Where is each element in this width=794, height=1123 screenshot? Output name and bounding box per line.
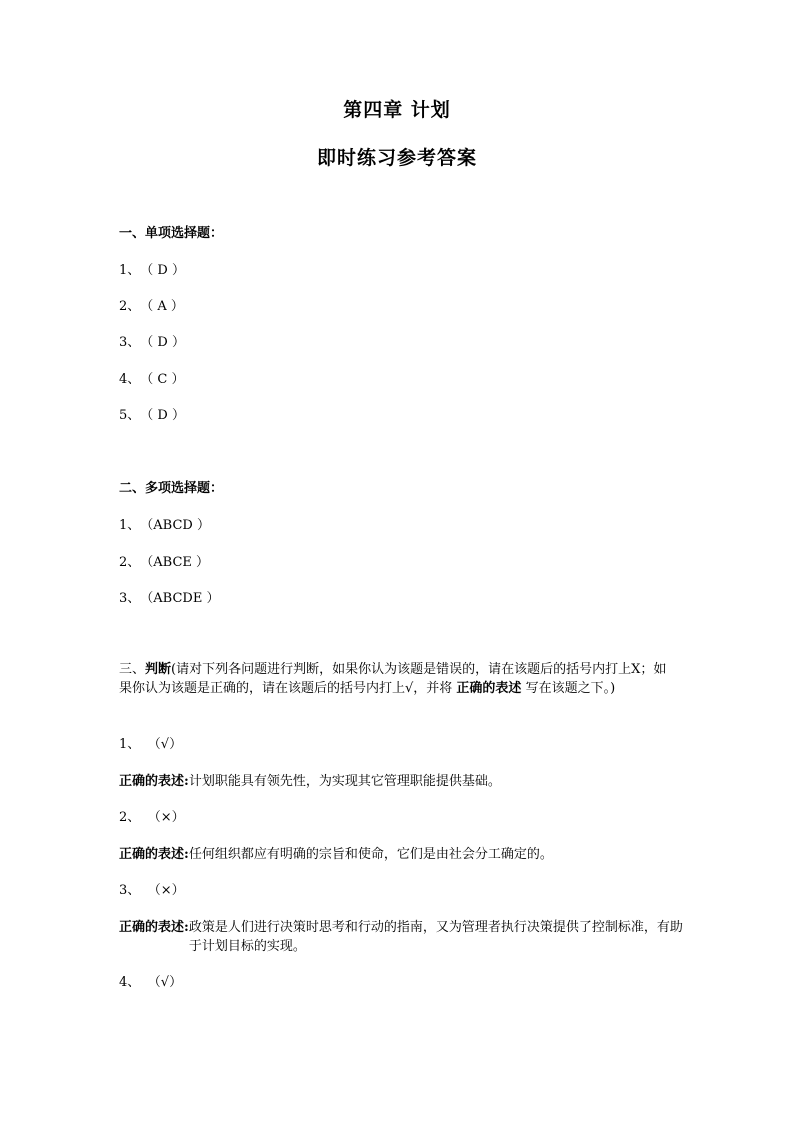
item-number: 4、 (119, 372, 141, 387)
correct-statement (119, 845, 684, 864)
correct-text: 政策是人们进行决策时思考和行动的指南，又为管理者执行决策提供了控制标准，有助于计划目标的实现。 (188, 920, 683, 954)
instruction-text: (请对下列各问题进行判断，如果你认为该题是错误的，请在该题后的括号内打上X；如果你认为该题是正确的，请在该题后的括号内打上√，并将 (119, 662, 667, 696)
item-number: 1、 (119, 263, 141, 278)
item-number: 3、 (119, 591, 141, 606)
item-number: 3、 (119, 883, 141, 898)
item-answer: （ D ） (140, 335, 185, 350)
chapter-title: 第四章 计划 (343, 99, 451, 121)
true-false-item (119, 809, 185, 827)
correct-text: 计划职能具有领先性，为实现其它管理职能提供基础。 (188, 774, 501, 789)
correct-text: 任何组织都应有明确的宗旨和使命，它们是由社会分工确定的。 (188, 847, 553, 862)
instruction-text-end: 写在该题之下。) (521, 681, 616, 696)
section-heading-multiple-choice: 二、多项选择题： (119, 481, 224, 496)
single-choice-item (119, 407, 185, 425)
section-title-bold: 判断 (145, 662, 172, 677)
correct-label: 正确的表述: (119, 920, 189, 935)
item-number: 5、 (119, 408, 141, 423)
item-answer: （ D ） (140, 408, 185, 423)
item-number: 1、 (119, 737, 141, 752)
single-choice-item (119, 262, 185, 280)
item-number: 2、 (119, 810, 141, 825)
single-choice-item (119, 371, 185, 389)
item-answer: （ABCDE ） (140, 591, 220, 606)
item-mark: （×） (154, 810, 185, 825)
true-false-item (119, 974, 182, 992)
true-false-item (119, 736, 182, 754)
subtitle: 即时练习参考答案 (316, 147, 477, 169)
item-number: 1、 (119, 518, 141, 533)
multiple-choice-item (119, 590, 219, 608)
instruction-bold: 正确的表述 (456, 681, 522, 696)
item-answer: （ D ） (140, 263, 185, 278)
item-mark: （×） (154, 883, 185, 898)
single-choice-item (119, 298, 184, 316)
item-mark: （√） (154, 975, 183, 990)
section-heading-true-false (119, 660, 679, 698)
correct-statement (119, 918, 684, 956)
correct-label: 正确的表述: (119, 774, 189, 789)
section-prefix: 三、 (119, 662, 146, 677)
single-choice-item (119, 334, 185, 352)
item-number: 2、 (119, 555, 141, 570)
item-answer: （ABCD ） (140, 518, 210, 533)
multiple-choice-item (119, 517, 210, 535)
item-answer: （ABCE ） (140, 555, 210, 570)
correct-statement (119, 772, 684, 791)
multiple-choice-item (119, 554, 209, 572)
item-answer: （ A ） (140, 299, 184, 314)
item-answer: （ C ） (140, 372, 185, 387)
true-false-item (119, 882, 185, 900)
item-mark: （√） (154, 737, 183, 752)
item-number: 4、 (119, 975, 141, 990)
item-number: 2、 (119, 299, 141, 314)
item-number: 3、 (119, 335, 141, 350)
correct-label: 正确的表述: (119, 847, 189, 862)
section-heading-single-choice: 一、单项选择题： (119, 226, 224, 241)
